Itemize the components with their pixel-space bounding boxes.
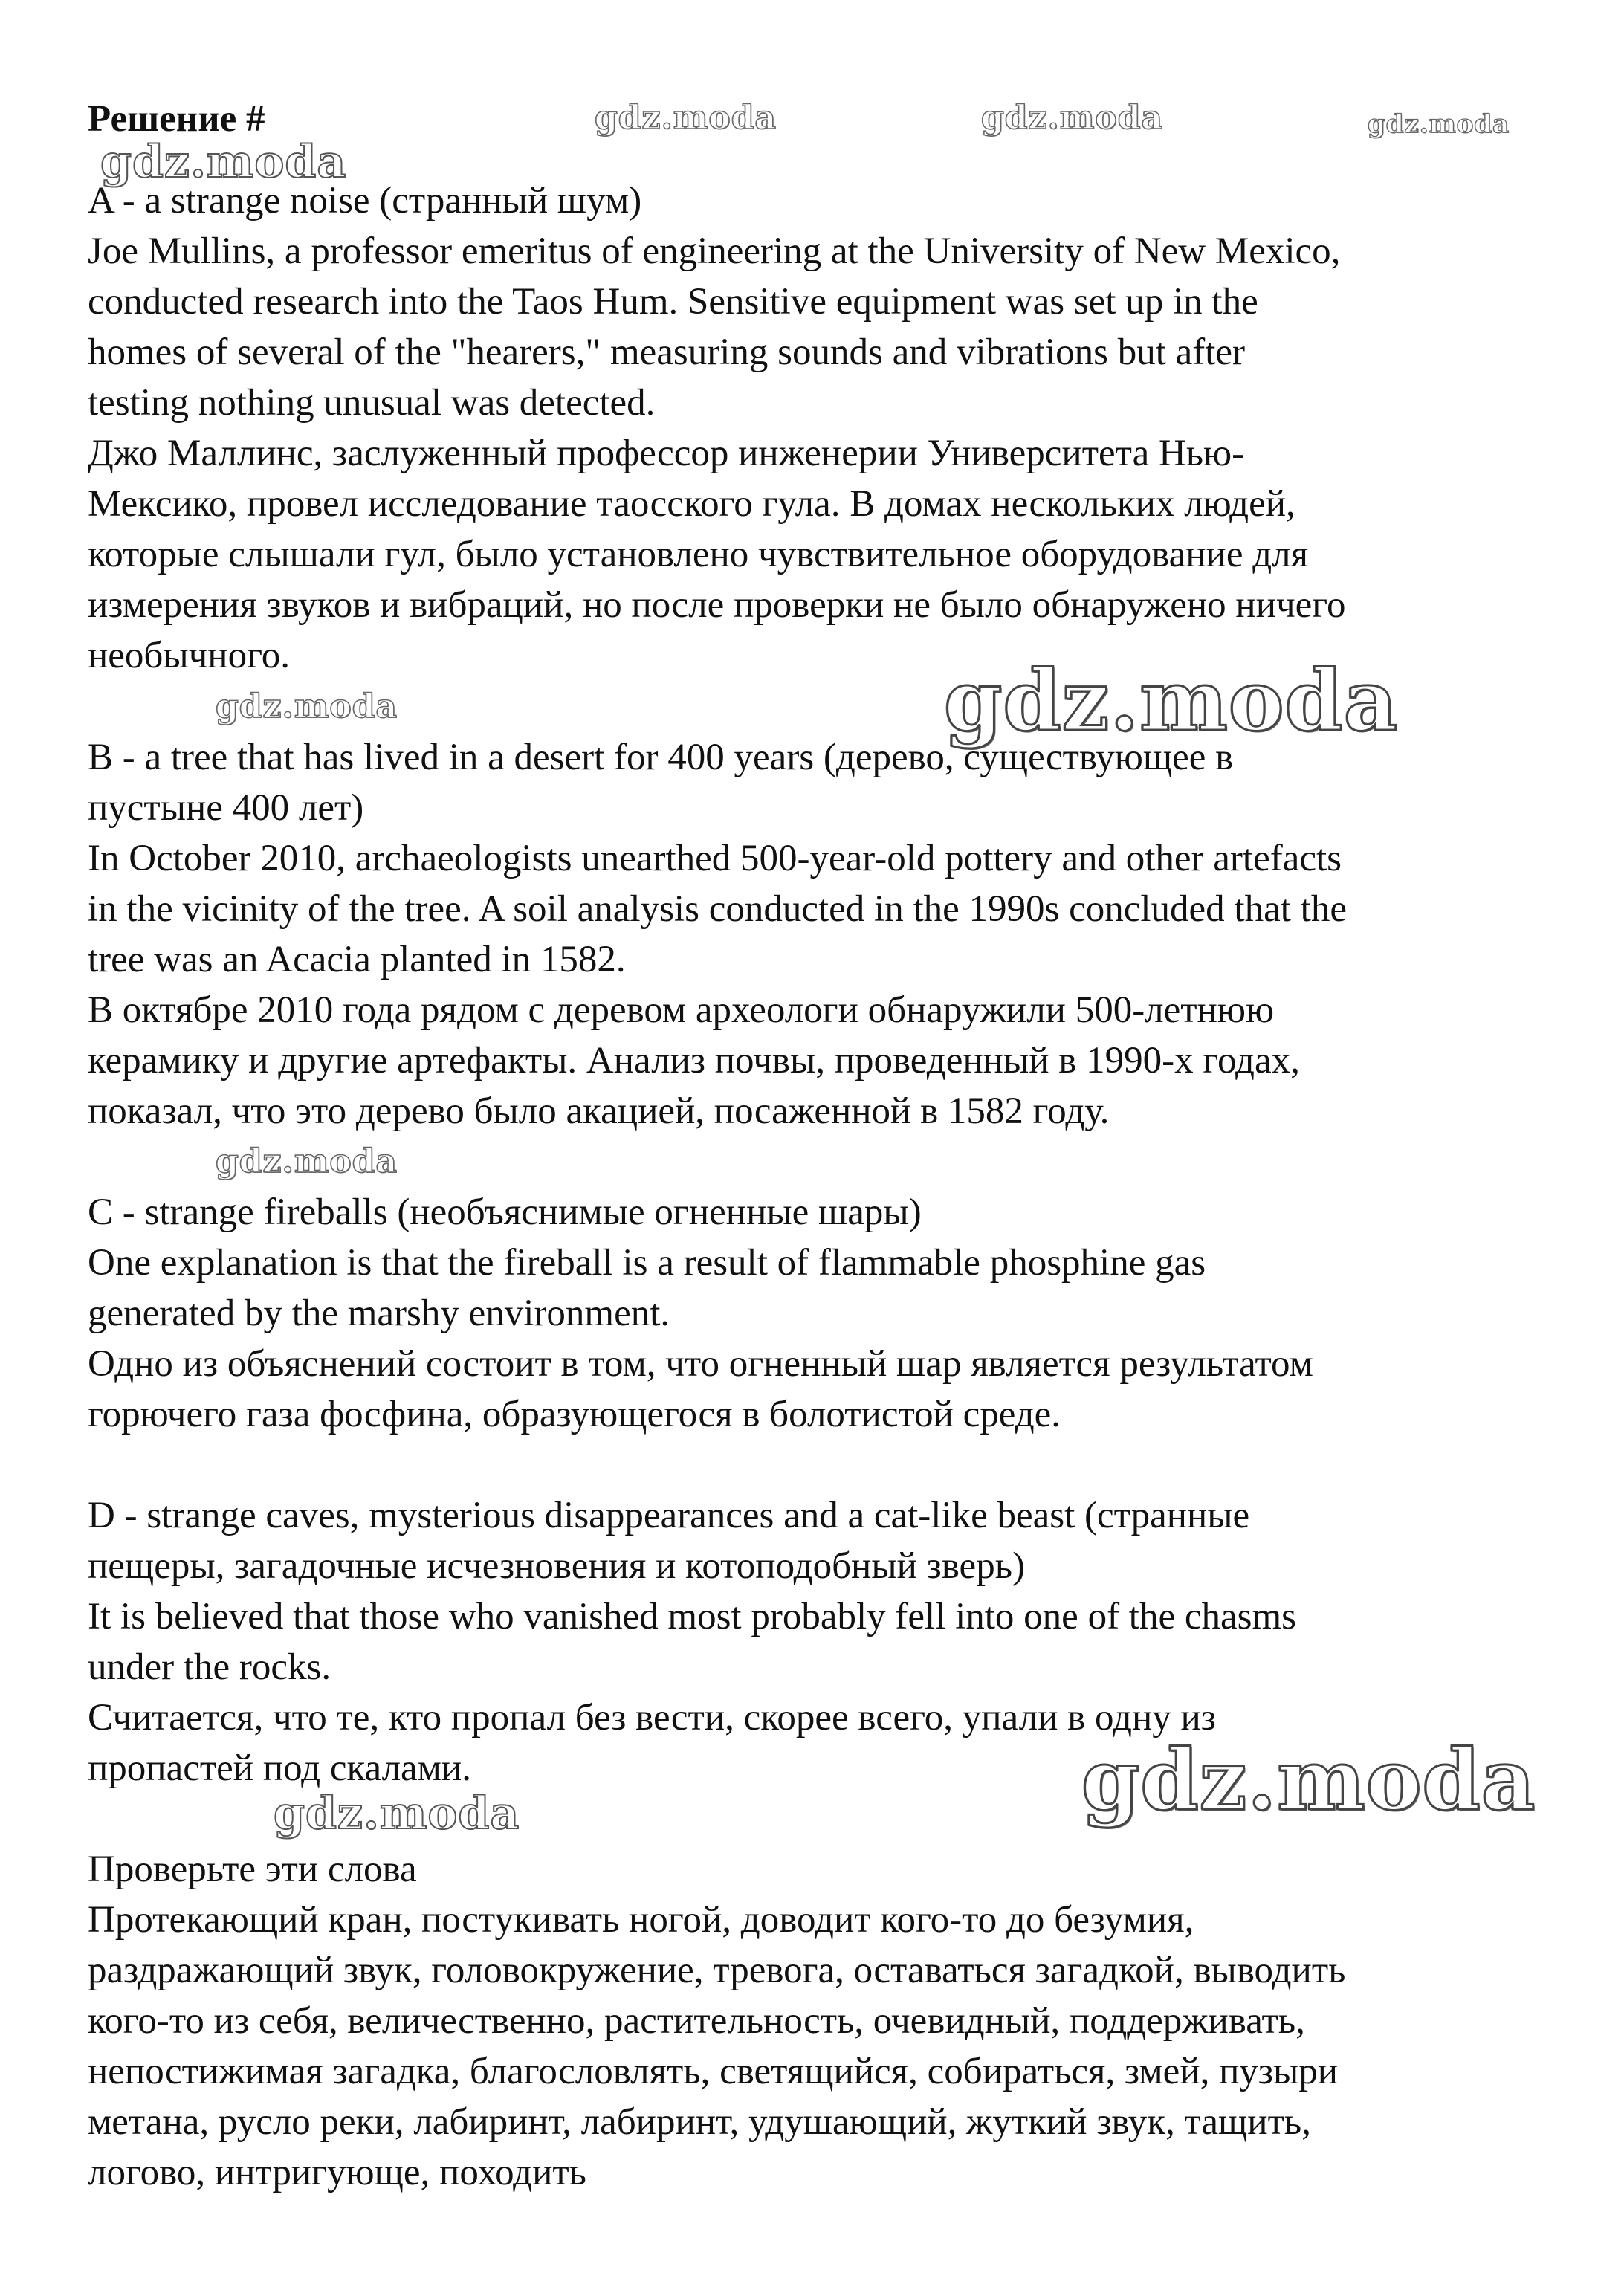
section-d-line: пропастей под скалами. bbox=[88, 1747, 471, 1789]
section-c-line: generated by the marshy environment. bbox=[88, 1293, 670, 1334]
section-d-line: It is believed that those who vanished most probably fell into one of the chasms bbox=[88, 1596, 1296, 1637]
section-c-title: C - strange fireballs (необъяснимые огненные шары) bbox=[88, 1191, 922, 1233]
section-a-line: которые слышали гул, было установлено чувствительное оборудование для bbox=[88, 534, 1309, 575]
watermark: gdz.moda bbox=[274, 1788, 520, 1840]
watermark: gdz.moda bbox=[216, 688, 398, 725]
section-c-line: Одно из объяснений состоит в том, что огненный шар является результатом bbox=[88, 1343, 1313, 1385]
vocab-line: Протекающий кран, постукивать ногой, доводит кого-то до безумия, bbox=[88, 1899, 1194, 1941]
section-a-line: Мексико, провел исследование таосского гула. В домах нескольких людей, bbox=[88, 483, 1295, 525]
vocab-line: логово, интригующе, походить bbox=[88, 2152, 586, 2193]
section-b-line: in the vicinity of the tree. A soil analysis conducted in the 1990s concluded that the bbox=[88, 888, 1347, 930]
section-b-line: tree was an Acacia planted in 1582. bbox=[88, 939, 626, 980]
section-a-line: homes of several of the "hearers," measuring sounds and vibrations but after bbox=[88, 332, 1246, 373]
section-b-title: B - a tree that has lived in a desert for 400 years (дерево, существующее в bbox=[88, 737, 1234, 778]
vocab-line: непостижимая загадка, благословлять, светящийся, собираться, змей, пузыри bbox=[88, 2051, 1339, 2092]
section-a-line: testing nothing unusual was detected. bbox=[88, 382, 656, 424]
section-b-line: В октябре 2010 года рядом с деревом археологи обнаружили 500-летнюю bbox=[88, 989, 1275, 1031]
page-title: Решение # bbox=[88, 98, 265, 140]
section-d-line: пещеры, загадочные исчезновения и котоподобный зверь) bbox=[88, 1545, 1025, 1587]
section-a-line: Joe Mullins, a professor emeritus of engineering at the University of New Mexico, bbox=[88, 230, 1341, 272]
section-a-title: A - a strange noise (странный шум) bbox=[88, 180, 642, 221]
section-b-line: In October 2010, archaeologists unearthed 500-year-old pottery and other artefacts bbox=[88, 838, 1342, 879]
section-c-line: горючего газа фосфина, образующегося в болотистой среде. bbox=[88, 1394, 1061, 1435]
section-c-line: One explanation is that the fireball is a result of flammable phosphine gas bbox=[88, 1242, 1206, 1284]
watermark: gdz.moda bbox=[981, 99, 1164, 137]
vocab-line: метана, русло реки, лабиринт, лабиринт, удушающий, жуткий звук, тащить, bbox=[88, 2101, 1311, 2143]
vocab-title: Проверьте эти слова bbox=[88, 1849, 417, 1890]
watermark: gdz.moda bbox=[1368, 109, 1510, 139]
watermark: gdz.moda bbox=[100, 136, 347, 188]
section-a-line: Джо Маллинс, заслуженный профессор инженерии Университета Нью- bbox=[88, 433, 1245, 474]
section-b-line: показал, что это дерево было акацией, посаженной в 1582 году. bbox=[88, 1090, 1110, 1132]
watermark: gdz.moda bbox=[595, 99, 777, 137]
section-b-line: пустыне 400 лет) bbox=[88, 787, 364, 829]
section-a-line: необычного. bbox=[88, 635, 290, 676]
section-a-line: измерения звуков и вибраций, но после проверки не было обнаружено ничего bbox=[88, 584, 1346, 626]
watermark: gdz.moda bbox=[216, 1142, 398, 1180]
section-d-title: D - strange caves, mysterious disappearances and a cat-like beast (странные bbox=[88, 1495, 1250, 1536]
section-a-line: conducted research into the Taos Hum. Sensitive equipment was set up in the bbox=[88, 281, 1258, 323]
section-d-line: under the rocks. bbox=[88, 1646, 331, 1688]
vocab-line: раздражающий звук, головокружение, тревога, оставаться загадкой, выводить bbox=[88, 1950, 1346, 1991]
section-d-line: Считается, что те, кто пропал без вести, скорее всего, упали в одну из bbox=[88, 1697, 1216, 1739]
watermark: gdz.moda bbox=[944, 653, 1399, 750]
vocab-line: кого-то из себя, величественно, растительность, очевидный, поддерживать, bbox=[88, 2000, 1305, 2042]
section-b-line: керамику и другие артефакты. Анализ почвы, проведенный в 1990-х годах, bbox=[88, 1040, 1300, 1081]
watermark: gdz.moda bbox=[1081, 1732, 1536, 1829]
